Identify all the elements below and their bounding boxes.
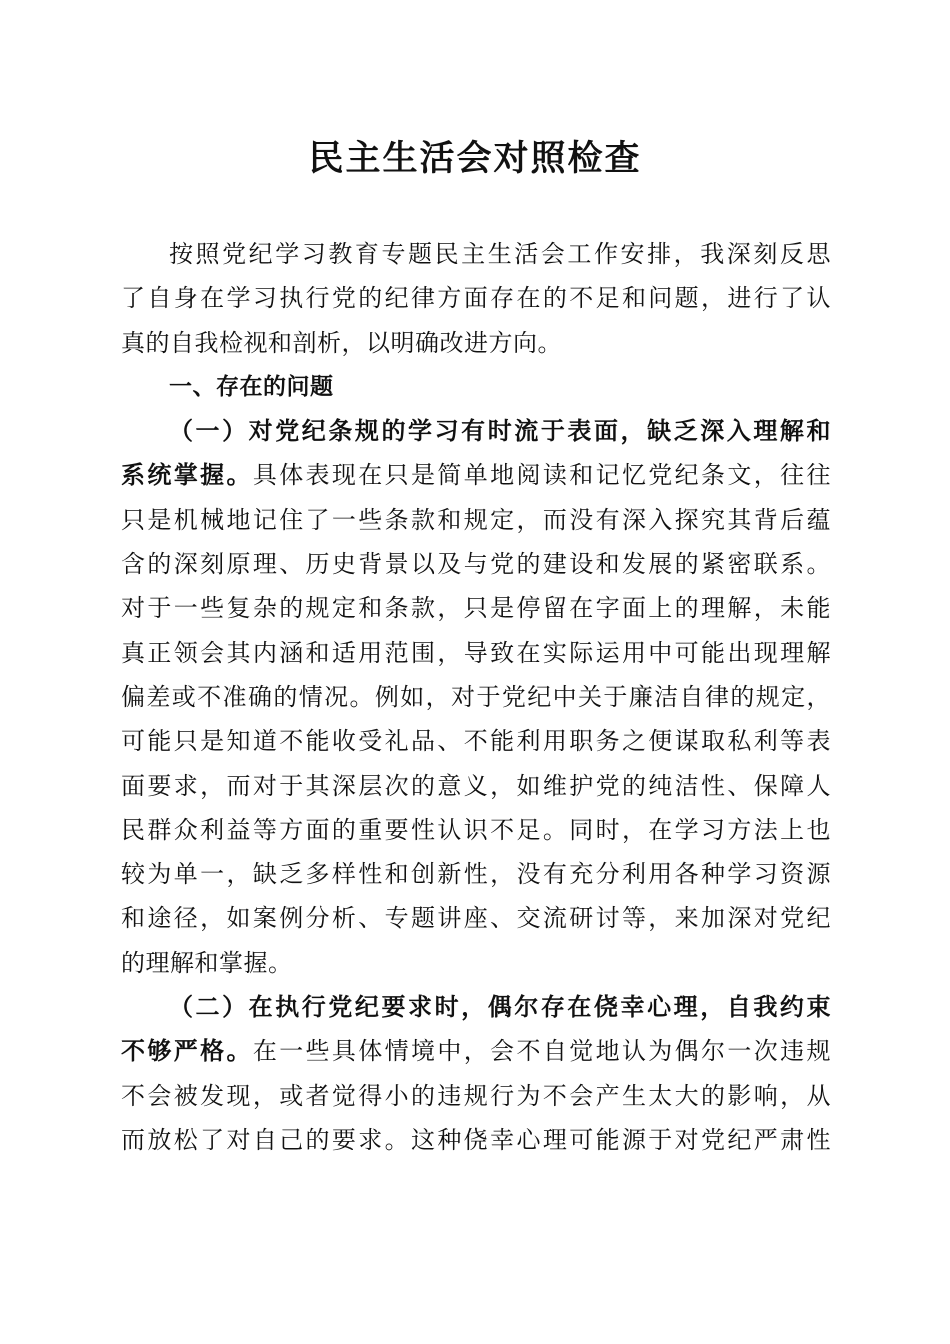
paragraph-line: 民群众利益等方面的重要性认识不足。同时，在学习方法上也: [121, 815, 831, 844]
paragraph-line: 的理解和掌握。: [121, 948, 293, 977]
paragraph-line: 而放松了对自己的要求。这种侥幸心理可能源于对党纪严肃性: [121, 1125, 831, 1154]
paragraph-line: 只是机械地记住了一些条款和规定，而没有深入探究其背后蕴: [121, 505, 831, 534]
paragraph-text: 在一些具体情境中，会不自觉地认为偶尔一次违规: [252, 1037, 831, 1066]
paragraph-line: 真正领会其内涵和适用范围，导致在实际运用中可能出现理解: [121, 638, 831, 667]
issue-heading: （一）对党纪条规的学习有时流于表面，缺乏深入理解和: [169, 416, 831, 446]
paragraph-line: 偏差或不准确的情况。例如，对于党纪中关于廉洁自律的规定，: [121, 682, 831, 711]
paragraph-line: 较为单一，缺乏多样性和创新性，没有充分利用各种学习资源: [121, 860, 831, 889]
paragraph-line: 不会被发现，或者觉得小的违规行为不会产生太大的影响，从: [121, 1081, 831, 1110]
paragraph-line: 真的自我检视和剖析，以明确改进方向。: [121, 328, 562, 357]
paragraph-line: 面要求，而对于其深层次的意义，如维护党的纯洁性、保障人: [121, 771, 831, 800]
paragraph-line: 含的深刻原理、历史背景以及与党的建设和发展的紧密联系。: [121, 550, 831, 579]
paragraph-line: [121, 453, 831, 497]
paragraph-line: 和途径，如案例分析、专题讲座、交流研讨等，来加深对党纪: [121, 904, 831, 933]
document-body: [121, 232, 831, 1162]
issue-heading: （二）在执行党纪要求时，偶尔存在侥幸心理，自我约束: [169, 992, 831, 1022]
paragraph-line: 可能只是知道不能收受礼品、不能利用职务之便谋取私利等表: [121, 727, 831, 756]
issue-heading-continued: 不够严格。: [121, 1036, 253, 1066]
issue-heading-continued: 系统掌握。: [121, 460, 253, 490]
paragraph-line: 了自身在学习执行党的纪律方面存在的不足和问题，进行了认: [121, 284, 831, 313]
page-title: 民主生活会对照检查: [308, 138, 642, 179]
paragraph-line: [121, 1029, 831, 1073]
paragraph-text: 具体表现在只是简单地阅读和记忆党纪条文，往往: [252, 461, 831, 490]
paragraph-line: 对于一些复杂的规定和条款，只是停留在字面上的理解，未能: [121, 594, 831, 623]
section-heading: 一、存在的问题: [169, 373, 334, 400]
paragraph-line: 按照党纪学习教育专题民主生活会工作安排，我深刻反思: [169, 240, 831, 268]
